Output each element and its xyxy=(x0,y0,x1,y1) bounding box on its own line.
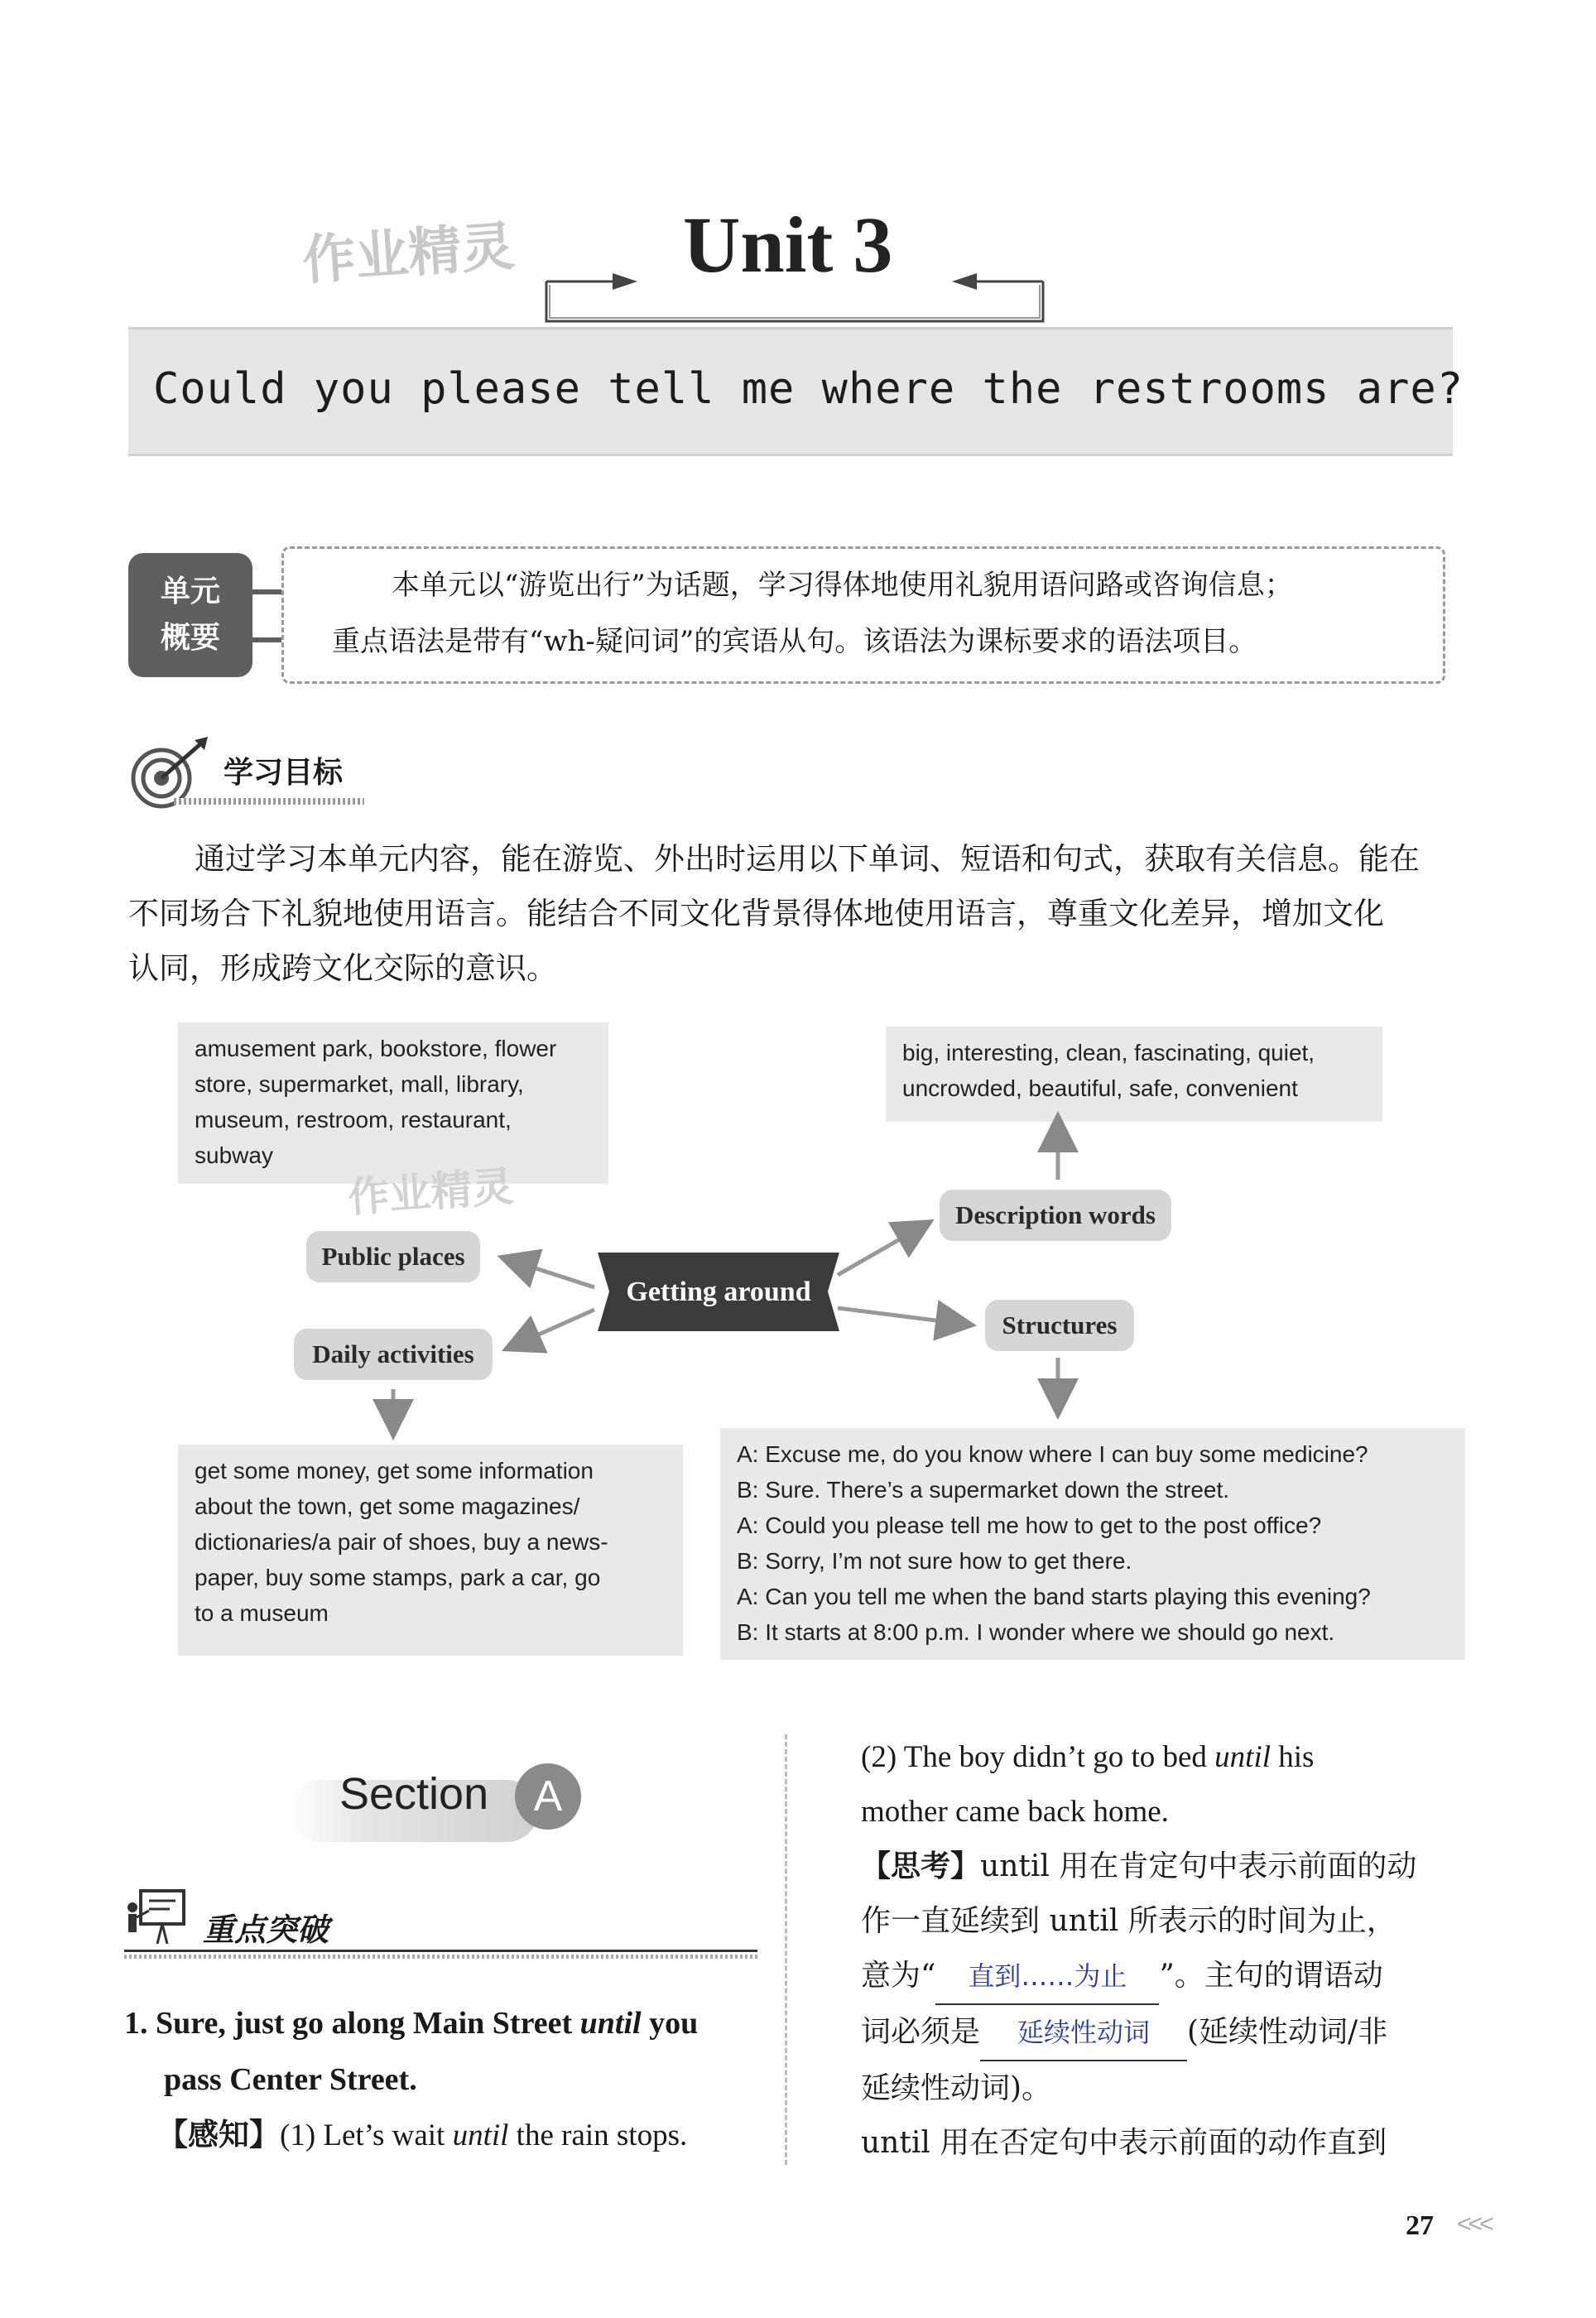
answer-blank-1[interactable]: 直到……为止 xyxy=(935,1949,1159,2005)
unit-subtitle: Could you please tell me where the restrooms are? xyxy=(153,364,1464,414)
daily-activities-node: Daily activities xyxy=(294,1329,493,1380)
key-points-underline xyxy=(124,1950,757,1952)
overview-line2: 重点语法是带有“wh-疑问词”的宾语从句。该语法为课标要求的语法项目。 xyxy=(332,625,1257,658)
think-line xyxy=(861,1949,1457,2005)
structures-line: A: Could you please tell me how to get to the post office? xyxy=(737,1512,1322,1538)
unit-title: Unit 3 xyxy=(683,200,893,289)
think-text: ”。主句的谓语动 xyxy=(1159,1959,1383,1993)
structures-node: Structures xyxy=(985,1300,1134,1351)
think-block xyxy=(861,1839,1457,2171)
example-keyword: until xyxy=(1214,1740,1272,1774)
key-points-underline-dots xyxy=(124,1955,757,1959)
daily-activities-item: to a museum xyxy=(195,1600,329,1626)
structures-box xyxy=(720,1428,1465,1660)
structures-line: B: It starts at 8:00 p.m. I wonder where we should go next. xyxy=(737,1619,1335,1645)
think-text: 意为“ xyxy=(861,1959,936,1993)
overview-badge-line2: 概要 xyxy=(160,621,220,655)
objectives-line1: 通过学习本单元内容，能在游览、外出时运用以下单词、短语和句式，获取有关信息。能在 xyxy=(195,841,1420,877)
public-places-item: museum, restroom, restaurant, xyxy=(195,1107,512,1133)
page-number: 27 xyxy=(1406,2210,1434,2241)
think-text: 词必须是 xyxy=(861,2015,981,2049)
perceive-tag: 【感知】 xyxy=(157,2117,280,2152)
think-line: until 用在否定句中表示前面的动作直到 xyxy=(861,2126,1387,2160)
public-places-node: Public places xyxy=(306,1231,480,1282)
think-line: 作一直延续到 until 所表示的时间为止， xyxy=(861,1904,1396,1938)
overview-badge-line1: 单元 xyxy=(160,575,220,608)
think-tag: 【思考】 xyxy=(861,1849,981,1883)
item-number: 1. xyxy=(124,2006,148,2041)
think-line xyxy=(861,1839,1457,1894)
page-chevrons: <<< xyxy=(1457,2210,1491,2238)
public-places-item: subway xyxy=(195,1142,273,1168)
example-text: the rain stops. xyxy=(516,2118,688,2152)
getting-around-node: Getting around xyxy=(626,1277,811,1307)
section-label: Section xyxy=(339,1769,489,1819)
structures-line: A: Can you tell me when the band starts playing this evening? xyxy=(737,1584,1371,1609)
example-2-line2: mother came back home. xyxy=(861,1795,1169,1829)
column-divider xyxy=(785,1734,787,2165)
key-points-heading: 重点突破 xyxy=(203,1912,329,1948)
section-letter: A xyxy=(515,1763,581,1830)
description-item: big, interesting, clean, fascinating, quiet, xyxy=(902,1040,1315,1065)
item-1-question xyxy=(124,1995,762,2051)
perceive-example-2 xyxy=(861,1730,1457,1785)
structures-line: B: Sorry, I’m not sure how to get there. xyxy=(737,1548,1132,1574)
item-1-text: you xyxy=(649,2006,699,2041)
objectives-line2: 不同场合下礼貌地使用语言。能结合不同文化背景得体地使用语言，尊重文化差异，增加文化 xyxy=(128,896,1384,931)
think-text: (延续性动词/非 xyxy=(1187,2015,1388,2049)
watermark: 作业精灵 xyxy=(346,1162,516,1222)
item-1-keyword: until xyxy=(579,2006,642,2041)
think-line xyxy=(861,2005,1457,2061)
item-1-question-line2: pass Center Street. xyxy=(164,2062,417,2097)
item-1-text: Sure, just go along Main Street xyxy=(156,2006,573,2041)
objectives-line3: 认同，形成跨文化交际的意识。 xyxy=(128,950,557,986)
example-keyword: until xyxy=(452,2118,509,2152)
answer-blank-2[interactable]: 延续性动词 xyxy=(980,2005,1187,2061)
perceive-example-1 xyxy=(157,2108,687,2163)
structures-line: A: Excuse me, do you know where I can buy some medicine? xyxy=(737,1441,1368,1467)
public-places-item: store, supermarket, mall, library, xyxy=(195,1071,524,1097)
description-item: uncrowded, beautiful, safe, convenient xyxy=(902,1075,1298,1101)
daily-activities-item: dictionaries/a pair of shoes, buy a news- xyxy=(195,1529,608,1555)
daily-activities-item: paper, buy some stamps, park a car, go xyxy=(195,1565,601,1590)
presenter-board-icon xyxy=(124,1889,186,1945)
daily-activities-box xyxy=(178,1445,683,1656)
example-text: (2) The boy didn’t go to bed xyxy=(861,1740,1207,1774)
daily-activities-item: get some money, get some information xyxy=(195,1458,594,1484)
example-text: (1) Let’s wait xyxy=(280,2118,445,2152)
example-text: his xyxy=(1278,1740,1315,1774)
overview-line1: 本单元以“游览出行”为话题，学习得体地使用礼貌用语问路或咨询信息； xyxy=(392,569,1293,602)
structures-line: B: Sure. There’s a supermarket down the street. xyxy=(737,1477,1230,1503)
daily-activities-item: about the town, get some magazines/ xyxy=(195,1493,580,1519)
public-places-item: amusement park, bookstore, flower xyxy=(195,1036,557,1061)
description-words-node: Description words xyxy=(940,1190,1171,1241)
objectives-heading: 学习目标 xyxy=(224,756,344,790)
watermark: 作业精灵 xyxy=(300,216,517,292)
think-line: 延续性动词)。 xyxy=(861,2071,1052,2105)
think-text: until 用在肯定句中表示前面的动 xyxy=(980,1849,1417,1883)
